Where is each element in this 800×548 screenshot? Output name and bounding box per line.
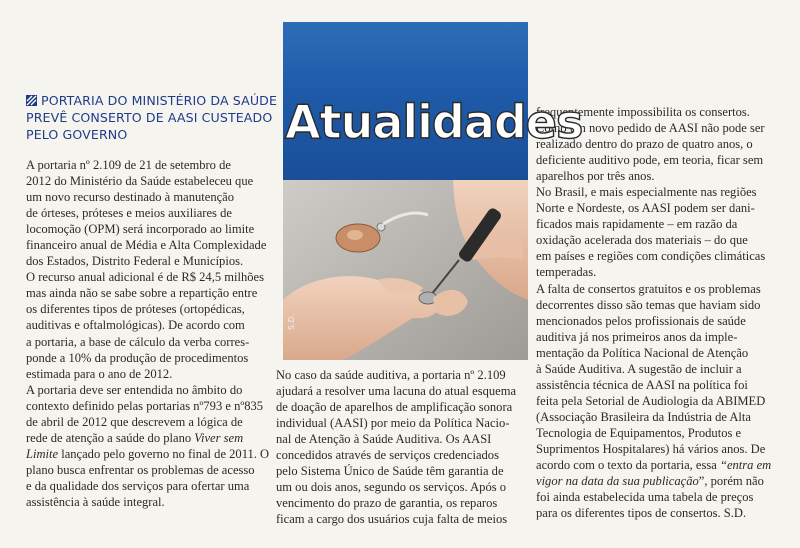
headline-text-1: PORTARIA DO MINISTÉRIO DA SAÚDE	[41, 93, 278, 108]
text-line: e da qualidade dos serviços para ofertar uma	[26, 478, 250, 493]
text-line: mencionados pelos profissionais de saúde	[536, 313, 746, 328]
text-line: vencimento do prazo de garantia, os reparos	[276, 496, 498, 511]
text-line: ficam a cargo dos usuários cuja falta de meios	[276, 512, 508, 527]
text-line	[26, 446, 270, 462]
text-line	[26, 430, 262, 446]
text-line: de doação de aparelhos de amplificação sonora	[276, 400, 513, 415]
headline-line-2: PREVÊ CONSERTO DE AASI CUSTEADO	[26, 110, 273, 125]
text-line: ponde a 10% da produção de procedimentos	[26, 350, 249, 365]
text-line: para os diferentes tipos de consertos. S.D.	[536, 506, 747, 521]
text-line: mentação da Política Nacional de Atenção	[536, 345, 749, 360]
text-line: frequentemente impossibilita os consertos.	[536, 105, 750, 119]
text-line: pelo Sistema Único de Saúde têm garantia de	[276, 464, 504, 479]
text-line: foi ainda estabelecida uma tabela de preços	[536, 490, 754, 505]
text-line: locomoção (OPM) será incorporado ao limite	[26, 222, 255, 237]
text-line: auditivas e oftalmológicas). De acordo com	[26, 318, 245, 333]
text-line: contexto definido pelas portarias nº793 e nº835	[26, 398, 264, 413]
headline-line-3: PELO GOVERNO	[26, 127, 128, 142]
text-fragment: lançado pelo governo no final de 2011. O	[58, 446, 270, 461]
section-title: Atualidades	[285, 95, 583, 149]
section-marker-icon	[26, 95, 37, 106]
text-line: feita pela Setorial de Audiologia da ABIMED	[536, 393, 766, 408]
italic-quote: vigor na data da sua publicação	[536, 474, 699, 489]
right-column	[536, 104, 780, 521]
text-line: deficiente auditivo pode, em teoria, ficar sem	[536, 153, 764, 168]
text-fragment: rede de atenção a saúde do plano	[26, 430, 192, 445]
text-line: Como um novo pedido de AASI não pode ser	[536, 121, 765, 136]
text-line: Suprimentos Hospitalares) há vários anos. De	[536, 441, 766, 456]
text-line: assistência à saúde integral.	[26, 494, 165, 509]
article-photo	[283, 180, 528, 360]
headline-line-1	[26, 92, 278, 109]
text-line: mas ainda não se sabe sobre a repartição entre	[26, 286, 258, 301]
text-line: dos Estados, Distrito Federal e Municípios.	[26, 254, 244, 269]
text-line: O recurso anual adicional é de R$ 24,5 milhões	[26, 270, 264, 285]
text-line: ajudará a resolver uma lacuna do atual esquema	[276, 384, 517, 399]
italic-quote-start: “entra em	[719, 458, 772, 473]
text-fragment: acordo com o texto da portaria, essa	[536, 458, 717, 473]
text-line: individual (AASI) por meio da Política Nacio-	[276, 416, 510, 431]
text-line: A portaria deve ser entendida no âmbito do	[26, 382, 243, 397]
text-line: um novo recurso destinado à manutenção	[26, 190, 235, 205]
text-line	[536, 473, 780, 489]
text-line: 2012 do Ministério da Saúde estabeleceu que	[26, 174, 254, 189]
left-body-text	[26, 157, 270, 510]
text-line: concedidos através de serviços credenciados	[276, 448, 499, 463]
text-line: de abril de 2012 que descrevem a lógica de	[26, 414, 243, 429]
text-line: oxidação acelerada dos materiais – do que	[536, 233, 748, 248]
text-line: A falta de consertos gratuitos e os problemas	[536, 281, 761, 296]
text-line: assistência técnica de AASI na política foi	[536, 377, 748, 392]
text-line: temperadas.	[536, 265, 597, 280]
italic-plan-name-end: Limite	[26, 446, 59, 461]
hearing-aid-repair-illustration	[283, 180, 528, 360]
text-line: decorrentes disso são temas que haviam sido	[536, 297, 761, 312]
text-line: financeiro anual de Média e Alta Complexidade	[26, 238, 267, 253]
text-line: ficados mais rapidamente – em razão da	[536, 217, 738, 232]
text-line: à Saúde Auditiva. A sugestão de incluir a	[536, 361, 742, 376]
text-line: a portaria, a base de cálculo da verba corres-	[26, 334, 250, 349]
text-line: No Brasil, e mais especialmente nas regiões	[536, 185, 757, 200]
text-line: os diferentes tipos de próteses (ortopédicas,	[26, 302, 245, 317]
article-headline	[26, 92, 278, 143]
text-line: plano busca enfrentar os problemas de acesso	[26, 462, 255, 477]
text-line: A portaria nº 2.109 de 21 de setembro de	[26, 158, 231, 172]
text-line: Tecnologia de Equipamentos, Produtos e	[536, 425, 742, 440]
photo-credit: S.D.	[287, 313, 296, 330]
left-column	[26, 92, 278, 510]
text-line: em países e regiões com condições climáticas	[536, 249, 766, 264]
text-fragment: ”, porém não	[698, 474, 764, 489]
text-line: auditiva já nos primeiros anos da imple-	[536, 329, 738, 344]
middle-column	[276, 367, 530, 527]
text-line: de órteses, próteses e meios auxiliares de	[26, 206, 232, 221]
text-line	[536, 457, 780, 473]
text-line: aparelhos por três anos.	[536, 169, 655, 184]
text-line: um ou dois anos, segundo os serviços. Após o	[276, 480, 507, 495]
italic-plan-name: Viver sem	[194, 430, 244, 445]
text-line: realizado dentro do prazo de quatro anos, o	[536, 137, 753, 152]
text-line: (Associação Brasileira da Indústria de Alta	[536, 409, 751, 424]
text-line: estimada para o ano de 2012.	[26, 366, 173, 381]
text-line: Norte e Nordeste, os AASI podem ser dani-	[536, 201, 755, 216]
text-line: No caso da saúde auditiva, a portaria nº 2.109	[276, 368, 506, 382]
text-line: nal de Atenção à Saúde Auditiva. Os AASI	[276, 432, 492, 447]
